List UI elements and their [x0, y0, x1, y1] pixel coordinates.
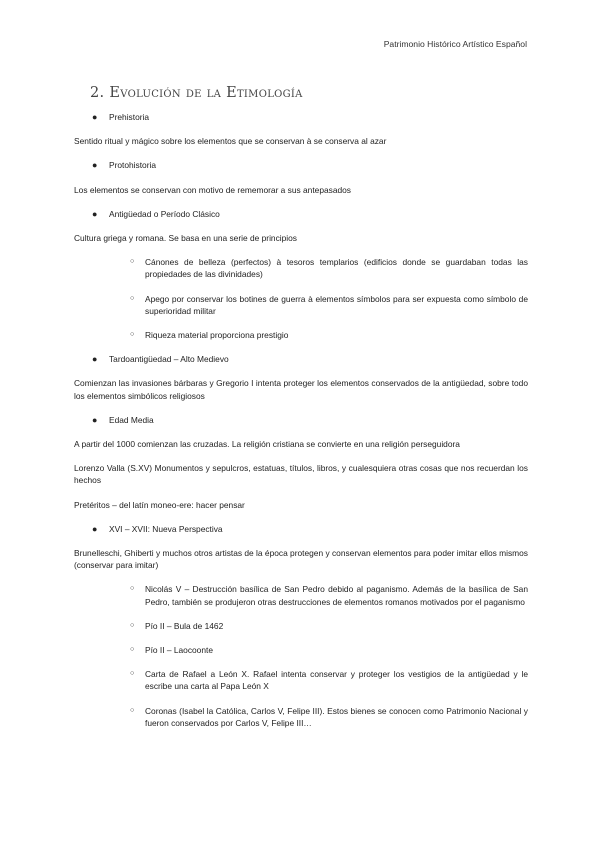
bullet-icon: ● — [92, 160, 98, 171]
sub-bullet-text: Apego por conservar los botines de guerra à elementos símbolos para ser expuesta como símbolo de superioridad militar — [145, 293, 528, 316]
sub-bullet-text: Pío II – Laocoonte — [145, 645, 213, 656]
sub-bullet-text: Cánones de belleza (perfectos) à tesoros templarios (edificios donde se guardaban todas las propiedades de las divinidades) — [145, 257, 528, 280]
section-title: Evolución de la Etimología — [109, 85, 303, 101]
sub-bullet — [74, 620, 528, 632]
section-heading — [90, 84, 528, 102]
paragraph: Comienzan las invasiones bárbaras y Gregorio I intenta proteger los elementos conservados de la antigüedad, sobre todo los elementos simbólicos religiosos — [74, 378, 528, 401]
circle-bullet-icon: ○ — [130, 331, 135, 339]
bullet-text: Antigüedad o Período Clásico — [109, 208, 220, 219]
bullet-text: XVI – XVII: Nueva Perspectiva — [109, 523, 223, 534]
circle-bullet-icon: ○ — [130, 621, 135, 629]
paragraph: Los elementos se conservan con motivo de rememorar a sus antepasados — [74, 184, 351, 195]
bullet-antiguedad — [74, 208, 528, 220]
paragraph: Sentido ritual y mágico sobre los elementos que se conservan à se conserva al azar — [74, 136, 387, 147]
sub-bullet — [74, 644, 528, 656]
sub-bullet — [74, 329, 528, 341]
paragraph: Lorenzo Valla (S.XV) Monumentos y sepulcros, estatuas, títulos, libros, y cualesquiera otras cosas que nos recuerdan los hechos — [74, 463, 528, 486]
bullet-icon: ● — [92, 414, 98, 425]
document-body — [74, 84, 528, 729]
bullet-text: Protohistoria — [109, 160, 157, 171]
bullet-text: Tardoantigüedad – Alto Medievo — [109, 354, 229, 365]
circle-bullet-icon: ○ — [130, 646, 135, 654]
bullet-icon: ● — [92, 112, 98, 122]
paragraph: Brunelleschi, Ghiberti y muchos otros artistas de la época protegen y conservan elementos para poder imitar ellos mismos (conservar para imitar) — [74, 548, 528, 571]
sub-bullet — [74, 583, 528, 607]
bullet-icon: ● — [92, 354, 98, 365]
circle-bullet-icon: ○ — [130, 670, 135, 678]
circle-bullet-icon: ○ — [130, 258, 135, 266]
bullet-prehistoria — [74, 111, 528, 123]
sub-bullet-text: Carta de Rafael a León X. Rafael intenta conservar y proteger los vestigios de la antigüedad y le escribe una carta al Papa León X — [145, 669, 528, 692]
paragraph: A partir del 1000 comienzan las cruzadas. La religión cristiana se convierte en una religión perseguidora — [74, 439, 460, 450]
page-header: Patrimonio Histórico Artístico Español — [383, 39, 527, 49]
bullet-text: Prehistoria — [109, 112, 150, 122]
sub-bullet-text: Nicolás V – Destrucción basílica de San Pedro debido al paganismo. Además de la basílica de San Pedro, también se produjeron otras destrucciones de elementos romanos motivados por el paganismo — [145, 584, 528, 607]
circle-bullet-icon: ○ — [130, 294, 135, 302]
circle-bullet-icon: ○ — [130, 706, 135, 714]
bullet-text: Edad Media — [109, 414, 154, 425]
sub-bullet-text: Coronas (Isabel la Católica, Carlos V, Felipe III). Estos bienes se conocen como Patrimonio Nacional y fueron conservados por Carlos V, Felipe III… — [145, 705, 528, 728]
bullet-nueva-perspectiva — [74, 523, 528, 535]
circle-bullet-icon: ○ — [130, 585, 135, 593]
bullet-protohistoria — [74, 159, 528, 171]
section-number: 2. — [90, 85, 105, 101]
sub-bullet — [74, 293, 528, 317]
paragraph: Cultura griega y romana. Se basa en una serie de principios — [74, 233, 297, 244]
sub-bullet — [74, 668, 528, 692]
bullet-icon: ● — [92, 208, 98, 219]
sub-bullet — [74, 705, 528, 729]
sub-bullet — [74, 256, 528, 280]
bullet-edad-media — [74, 414, 528, 426]
sub-bullet-text: Pío II – Bula de 1462 — [145, 620, 224, 631]
bullet-icon: ● — [92, 523, 98, 534]
bullet-tardoantiguedad — [74, 353, 528, 365]
sub-bullet-text: Riqueza material proporciona prestigio — [145, 330, 289, 341]
paragraph: Pretéritos – del latín moneo-ere: hacer pensar — [74, 499, 245, 510]
